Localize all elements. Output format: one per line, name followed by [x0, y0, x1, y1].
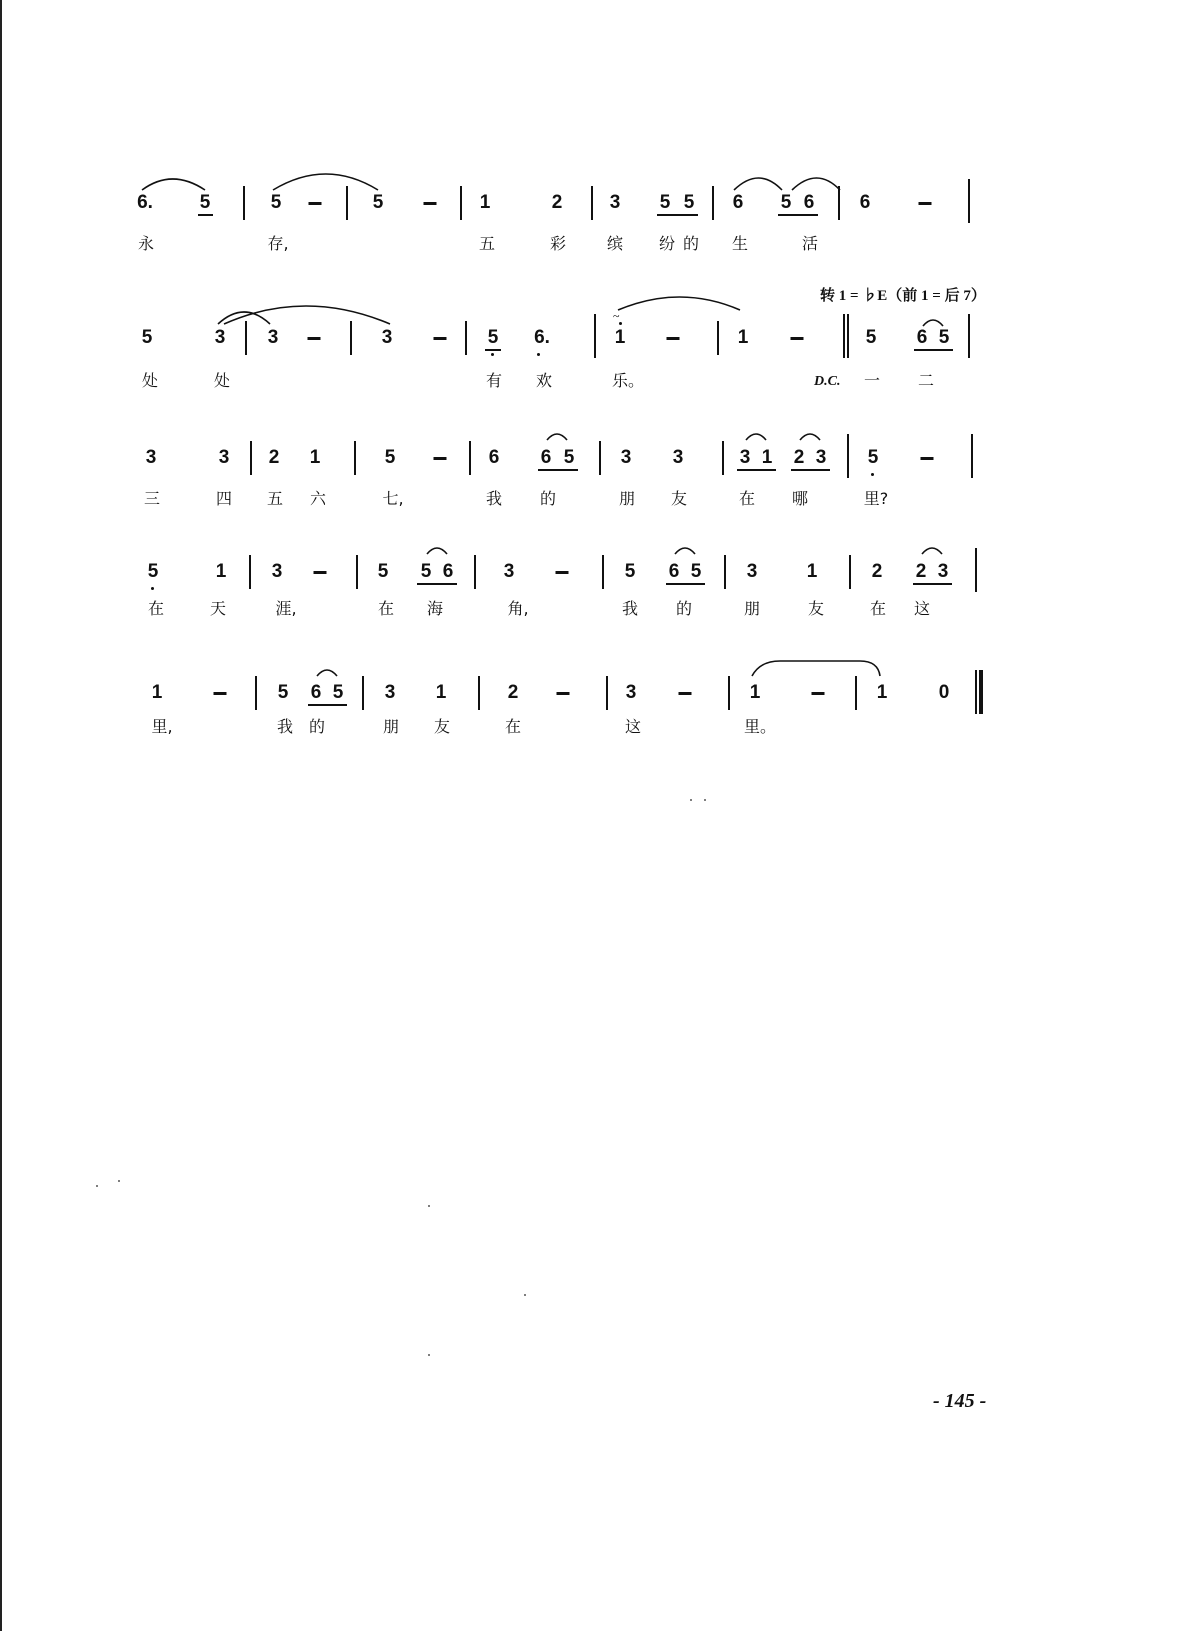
- slur: [675, 548, 695, 554]
- note: 2: [915, 561, 927, 582]
- lyric: 涯,: [275, 599, 297, 618]
- note: 5: [780, 192, 792, 213]
- note: 3: [145, 447, 157, 468]
- lyric: 友: [807, 599, 825, 618]
- note: 5: [487, 327, 499, 348]
- slur: [218, 312, 270, 324]
- note: 5: [270, 192, 282, 213]
- lyric: 在: [377, 599, 395, 618]
- lyric: 的: [682, 234, 700, 253]
- note: 5: [277, 682, 289, 703]
- speck: [428, 1205, 430, 1207]
- slur: [142, 179, 205, 190]
- slur: [792, 178, 840, 190]
- key-change-marking: 转 1 = ♭E（前 1 = 后 7）: [820, 288, 986, 304]
- note: 6: [732, 192, 744, 213]
- note: 6: [668, 561, 680, 582]
- slur: [618, 297, 740, 310]
- note: 5: [624, 561, 636, 582]
- slur: [746, 434, 766, 440]
- trill-mark: ~: [613, 309, 620, 323]
- lyric: 欢: [535, 371, 553, 390]
- note: 5: [420, 561, 432, 582]
- lyric: 五: [478, 234, 496, 253]
- note: 6: [488, 447, 500, 468]
- note: 1: [479, 192, 491, 213]
- note: 3: [746, 561, 758, 582]
- lyric: 这: [913, 599, 931, 618]
- note: 5: [938, 327, 950, 348]
- lyric: 我: [621, 599, 639, 618]
- note: 1: [614, 327, 626, 348]
- slur: [317, 670, 337, 676]
- note: 2: [551, 192, 563, 213]
- note: 0: [938, 682, 950, 703]
- lyric: 三: [143, 489, 161, 508]
- note: 2: [507, 682, 519, 703]
- note: 6: [310, 682, 322, 703]
- note: 6: [859, 192, 871, 213]
- lyric: 朋: [382, 717, 400, 736]
- note: 1: [806, 561, 818, 582]
- note: 3: [381, 327, 393, 348]
- lyric: 四: [215, 489, 233, 508]
- lyric: 朋: [743, 599, 761, 618]
- lyric: 活: [801, 234, 819, 253]
- lyric: 这: [624, 717, 642, 736]
- dc-marking: D.C.: [814, 374, 841, 389]
- slur: [923, 320, 943, 326]
- lyric: 的: [539, 489, 557, 508]
- speck: [704, 799, 706, 801]
- note: 1: [151, 682, 163, 703]
- note: 1: [435, 682, 447, 703]
- lyric: 友: [670, 489, 688, 508]
- speck: [428, 1354, 430, 1356]
- note: 5: [865, 327, 877, 348]
- note: 5: [683, 192, 695, 213]
- lyric: 在: [504, 717, 522, 736]
- note: 1: [749, 682, 761, 703]
- lyric: 六: [309, 489, 327, 508]
- note: 2: [268, 447, 280, 468]
- note: 5: [690, 561, 702, 582]
- lyric: 纷: [658, 234, 676, 253]
- slur: [273, 174, 378, 190]
- lyric: 在: [738, 489, 756, 508]
- note: 3: [384, 682, 396, 703]
- note: 1: [215, 561, 227, 582]
- note: 3: [609, 192, 621, 213]
- slur: [734, 178, 782, 190]
- lyric: 角,: [507, 599, 529, 618]
- note: 6: [803, 192, 815, 213]
- lyric: 乐。: [611, 371, 645, 390]
- lyric: 哪: [791, 489, 809, 508]
- lyric: 在: [147, 599, 165, 618]
- note: 5: [659, 192, 671, 213]
- note: 1: [876, 682, 888, 703]
- lyric: 彩: [549, 234, 567, 253]
- note: 5: [384, 447, 396, 468]
- note: 3: [815, 447, 827, 468]
- lyric: 永: [137, 234, 155, 253]
- lyric: 生: [731, 234, 749, 253]
- lyric: 的: [675, 599, 693, 618]
- note: 6: [916, 327, 928, 348]
- lyric: 友: [433, 717, 451, 736]
- note: 3: [739, 447, 751, 468]
- lyric: 朋: [618, 489, 636, 508]
- note: 1: [309, 447, 321, 468]
- slur: [427, 548, 447, 554]
- lyric: 海: [426, 599, 444, 618]
- note: 5: [867, 447, 879, 468]
- lyric: 有: [485, 371, 503, 390]
- note: 5: [563, 447, 575, 468]
- lyric: 的: [308, 717, 326, 736]
- note: 6.: [137, 192, 153, 213]
- note: 3: [271, 561, 283, 582]
- page-number: - 145 -: [933, 1390, 987, 1412]
- note: 2: [793, 447, 805, 468]
- speck: [118, 1180, 120, 1182]
- lyric: 我: [276, 717, 294, 736]
- note: 5: [141, 327, 153, 348]
- lyric: 缤: [606, 234, 624, 253]
- note: 3: [503, 561, 515, 582]
- speck: [524, 1294, 526, 1296]
- note: 3: [218, 447, 230, 468]
- lyric: 五: [266, 489, 284, 508]
- lyric: 存,: [267, 234, 289, 253]
- note: 3: [214, 327, 226, 348]
- slur: [922, 548, 942, 554]
- speck: [690, 799, 692, 801]
- note: 6.: [534, 327, 550, 348]
- slur: [800, 434, 820, 440]
- note: 5: [147, 561, 159, 582]
- lyric: 处: [213, 371, 231, 390]
- note: 5: [332, 682, 344, 703]
- note: 1: [737, 327, 749, 348]
- note: 2: [871, 561, 883, 582]
- note: 3: [937, 561, 949, 582]
- lyric: 一: [863, 371, 881, 390]
- note: 6: [540, 447, 552, 468]
- note: 3: [625, 682, 637, 703]
- lyric: 处: [141, 371, 159, 390]
- speck: [96, 1185, 98, 1187]
- lyric: 里,: [151, 717, 173, 736]
- note: 3: [267, 327, 279, 348]
- slur: [547, 434, 567, 440]
- lyric: 里?: [863, 489, 889, 508]
- note: 3: [672, 447, 684, 468]
- note: 1: [761, 447, 773, 468]
- note: 5: [372, 192, 384, 213]
- slur: [224, 306, 390, 324]
- lyric: 七,: [382, 489, 404, 508]
- lyric: 天: [209, 599, 227, 618]
- lyric: 我: [485, 489, 503, 508]
- note: 5: [199, 192, 211, 213]
- note: 6: [442, 561, 454, 582]
- lyric: 二: [917, 371, 935, 390]
- lyric: 里。: [743, 717, 777, 736]
- slur: [752, 661, 880, 676]
- note: 3: [620, 447, 632, 468]
- lyric: 在: [869, 599, 887, 618]
- note: 5: [377, 561, 389, 582]
